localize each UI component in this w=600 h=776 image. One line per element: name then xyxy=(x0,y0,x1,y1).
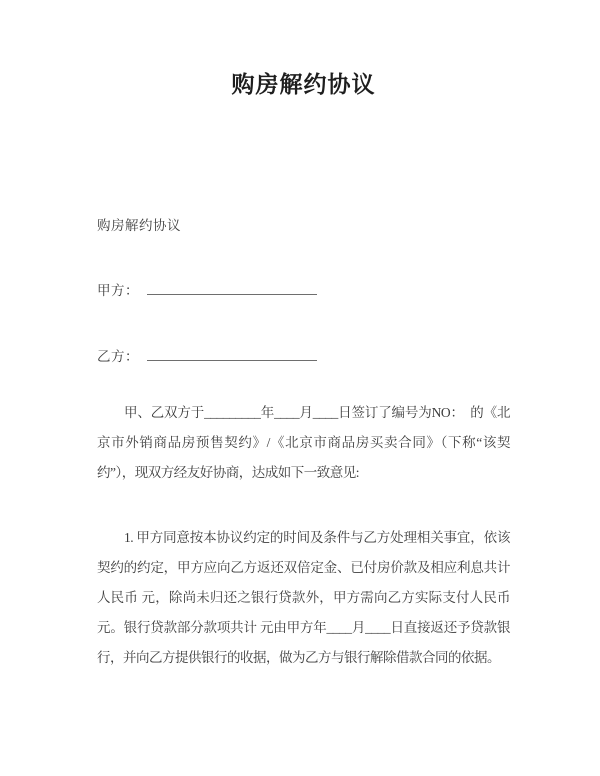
party-b-row xyxy=(97,348,510,365)
party-b-blank-line xyxy=(147,348,317,361)
clause-1-paragraph: 1. 甲方同意按本协议约定的时间及条件与乙方处理相关事宜，依该契约的约定，甲方应向乙方返还双倍定金、已付房价款及相应利息共计人民币 元，除尚未归还之银行贷款外，甲方需向乙方实际支付人民币 元。银行贷款部分款项共计 元由甲方年____月____日直接返还予贷款银行，并向乙方提供银行的收据，做为乙方与银行解除借款合同的依据。 xyxy=(97,530,513,665)
party-a-row xyxy=(97,282,510,299)
intro-paragraph: 甲、乙双方于_________年____月____日签订了编号为NO： 的《北京市外销商品房预售契约》/《北京市商品房买卖合同》（下称“该契约”），现双方经友好协商，达成如下一致意见: xyxy=(97,405,510,480)
party-b-label: 乙方： xyxy=(97,349,139,364)
party-a-label: 甲方： xyxy=(97,283,139,298)
document-title: 购房解约协议 xyxy=(231,71,376,97)
party-a-blank-line xyxy=(147,282,317,295)
document-subtitle: 购房解约协议 xyxy=(97,218,181,233)
